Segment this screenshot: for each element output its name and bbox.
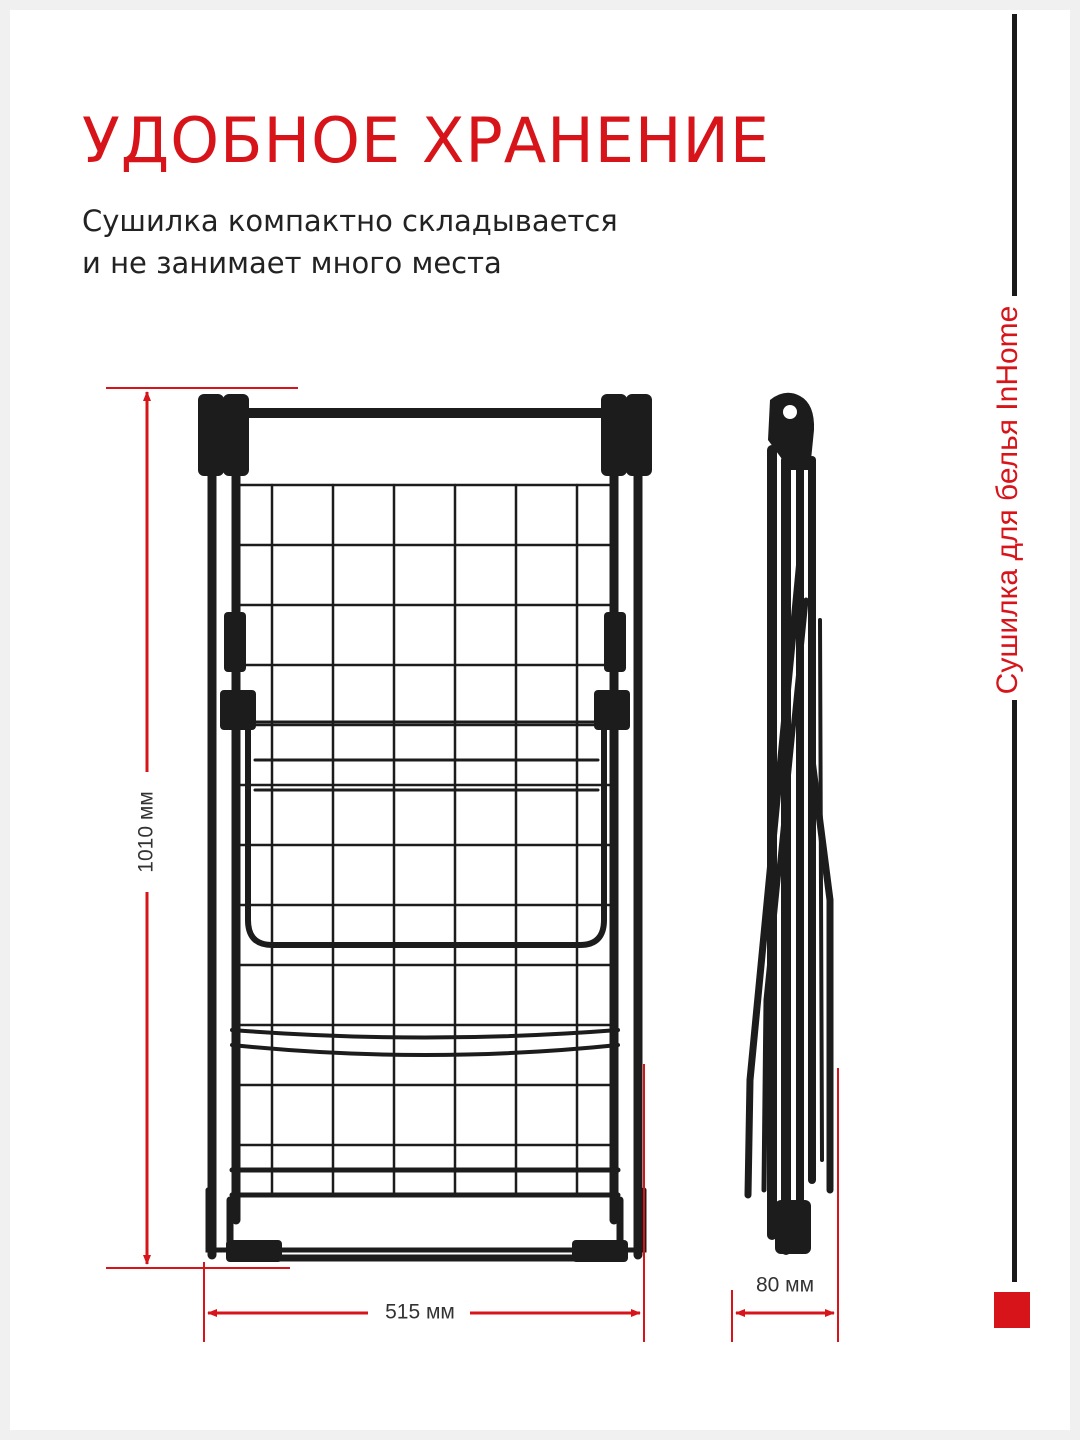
dryer-front-view [198,394,652,1262]
subtitle-line-2: и не занимает много места [82,246,502,280]
side-brand-label: Сушилка для белья InHome [991,305,1024,695]
subtitle-line-1: Сушилка компактно складывается [82,204,618,238]
depth-label: 80 мм [755,1273,815,1297]
leg-caps [198,394,652,730]
page-title: УДОБНОЕ ХРАНЕНИЕ [82,104,771,177]
side-legs [212,470,638,1255]
mesh-grid [240,485,612,1195]
wing-frame [248,700,604,945]
top-bar [222,408,632,418]
dryer-side-view [748,393,830,1254]
height-label: 1010 мм [134,791,158,873]
width-label: 515 мм [385,1300,455,1324]
height-dimension [106,388,298,1268]
